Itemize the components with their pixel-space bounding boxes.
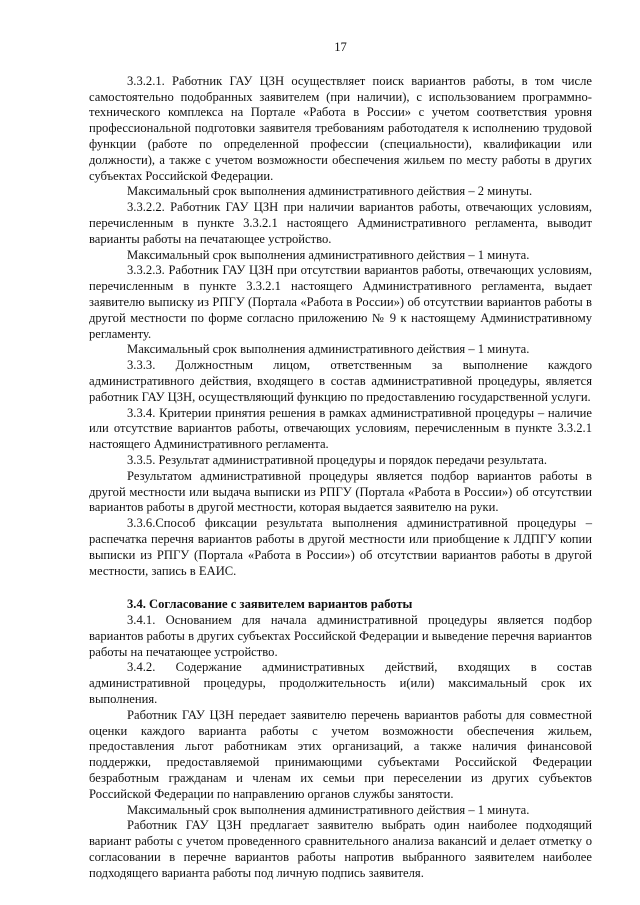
paragraph-3-4-1: 3.4.1. Основанием для начала административной процедуры является подбор вариантов работы в других субъектах Российской Федерации и выведение перечня вариантов работы на печатающее устройство.: [89, 613, 592, 659]
paragraph-3-3-3: 3.3.3. Должностным лицом, ответственным за выполнение каждого административного действия, входящего в состав административной процедуры, является работник ГАУ ЦЗН, осуществляющий функцию по предоставлению государственной услуги.: [89, 358, 592, 404]
paragraph-3-3-6: 3.3.6.Способ фиксации результата выполнения административной процедуры – распечатка перечня вариантов работы в другой местности или приобщение к ЛДПГУ копии выписки из РПГУ (Портала «Работа в России») об отсутствии вариантов работы в другой местности, запись в ЕАИС.: [89, 516, 592, 578]
paragraph-3-3-2-3: 3.3.2.3. Работник ГАУ ЦЗН при отсутствии вариантов работы, отвечающих условиям, перечисленным в пункте 3.3.2.1 настоящего Административного регламента, выдает заявителю выписку из РПГУ (Портала «Работа в России») об отсутствии вариантов работы в другой местности по форме согласно приложению № 9 к настоящему Административному регламенту.: [89, 263, 592, 341]
paragraph-3-3-4: 3.3.4. Критерии принятия решения в рамках административной процедуры – наличие или отсутствие вариантов работы, отвечающих условиям, перечисленным в пункте 3.3.2.1 настоящего Административного регламента.: [89, 405, 592, 452]
paragraph-max-time-4: Максимальный срок выполнения административного действия – 1 минута.: [127, 802, 530, 817]
paragraph-worker-transfers: Работник ГАУ ЦЗН передает заявителю перечень вариантов работы для совместной оценки каждого варианта работы с учетом возможности обеспечения жильем, предоставления льгот работникам этих организаций, а также наличия финансовой поддержки, предоставляемой принимающими субъектами Российской Федерации безработным гражданам и членам их семьи при переселении из других субъектов Российской Федерации по направлению органов службы занятости.: [89, 707, 592, 801]
section-heading-3-4: 3.4. Согласование с заявителем вариантов работы: [127, 597, 413, 612]
paragraph-max-time-1: Максимальный срок выполнения административного действия – 2 минуты.: [127, 184, 533, 199]
paragraph-3-3-2-2: 3.3.2.2. Работник ГАУ ЦЗН при наличии вариантов работы, отвечающих условиям, перечисленным в пункте 3.3.2.1 настоящего Административного регламента, выводит варианты работы на печатающее устройство.: [89, 200, 592, 246]
page-number: 17: [334, 40, 347, 54]
paragraph-max-time-3: Максимальный срок выполнения административного действия – 1 минута.: [127, 342, 530, 357]
paragraph-worker-offers: Работник ГАУ ЦЗН предлагает заявителю выбрать один наиболее подходящий вариант работы с учетом проведенного сравнительного анализа вакансий и делает отметку о согласовании в перечне вариантов работы напротив выбранного заявителем наиболее подходящего варианта работы под личную подпись заявителя.: [89, 818, 592, 880]
paragraph-3-4-2: 3.4.2. Содержание административных действий, входящих в состав административной процедуры, продолжительность и(или) максимальный срок их выполнения.: [89, 660, 592, 707]
paragraph-max-time-2: Максимальный срок выполнения административного действия – 1 минута.: [127, 247, 530, 262]
paragraph-result: Результатом административной процедуры является подбор вариантов работы в другой местности или выдача выписки из РПГУ (Портала «Работа в России») об отсутствии вариантов работы в другой местности, которая выдается заявителю на руки.: [89, 468, 592, 515]
paragraph-3-3-2-1: 3.3.2.1. Работник ГАУ ЦЗН осуществляет поиск вариантов работы, в том числе самостоятельно подобранных заявителем (при наличии), с использованием программно-технического комплекса на Портале «Работа в России» с учетом соответствия уровня профессиональной подготовки заявителя требованиям работодателя к исполнению трудовой функции (работе по определенной профессии (специальности), квалификации или должности), а также с учетом возможности обеспечения жильем по месту работы в других субъектах Российской Федерации.: [89, 73, 592, 183]
paragraph-3-3-5: 3.3.5. Результат административной процедуры и порядок передачи результата.: [127, 452, 547, 467]
